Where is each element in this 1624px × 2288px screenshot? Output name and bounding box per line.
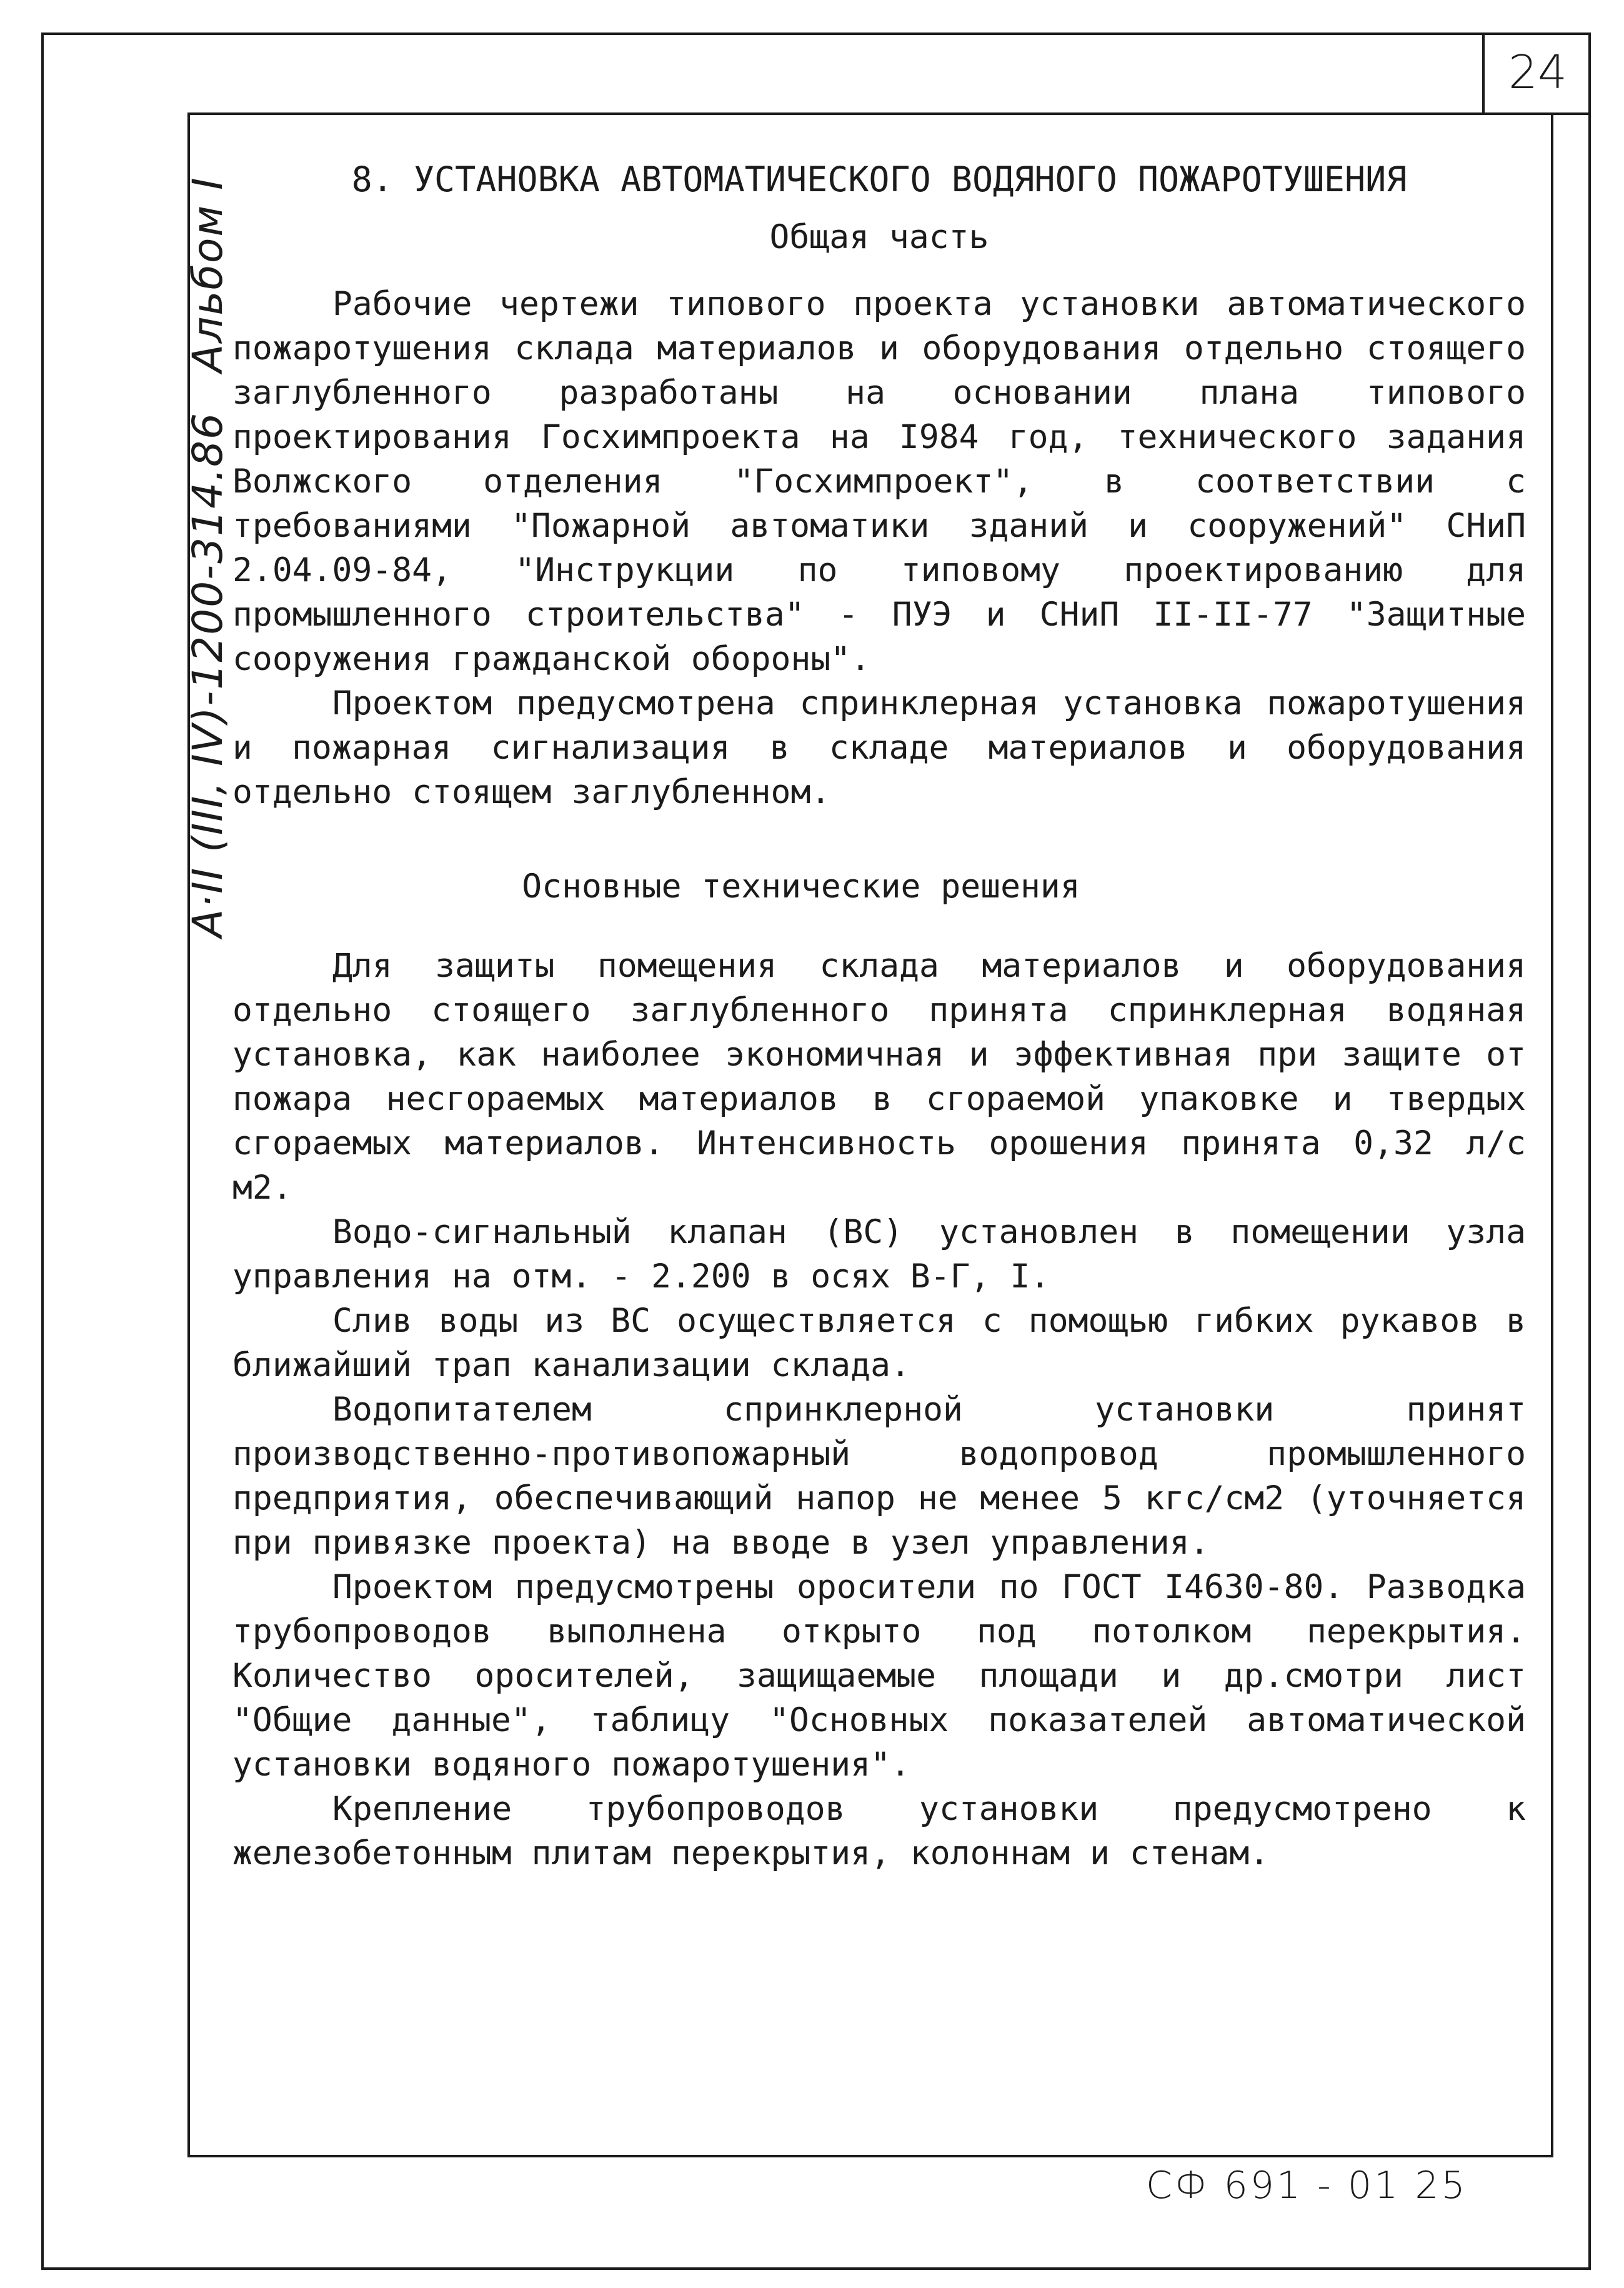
footer-code: СФ 691 - 01 25: [1146, 2164, 1468, 2207]
stamp-code: А·II (III, IV)-1200-314.86: [184, 411, 232, 937]
paragraph-technical-5: Проектом предусмотрены оросители по ГОСТ I4630-80. Разводка трубопроводов выполнена открыто под потолком перекрытия. Количество оросителей, защищаемые площади и др.смотри лист "Общие данные", таблицу "Основных показателей автоматической установки водяного пожаротушения".: [232, 1568, 1526, 1784]
document-heading: 8. УСТАНОВКА АВТОМАТИЧЕСКОГО ВОДЯНОГО ПОЖАРОТУШЕНИЯ: [351, 159, 1407, 199]
paragraph-technical-4: Водопитателем спринклерной установки принят производственно-противопожарный водопровод промышленного предприятия, обеспечивающий напор не менее 5 кгс/см2 (уточняется при привязке проекта) на вводе в узел управления.: [232, 1391, 1526, 1562]
paragraph-general-2: Проектом предусмотрена спринклерная установка пожаротушения и пожарная сигнализация в складе материалов и оборудования отдельно стоящем заглубленном.: [232, 684, 1526, 811]
stamp-album: Альбом I: [184, 176, 232, 372]
paragraph-technical-2: Водо-сигнальный клапан (ВС) установлен в помещении узла управления на отм. - 2.200 в осях В-Г, I.: [232, 1213, 1526, 1296]
page-number: 24: [1482, 32, 1591, 115]
paragraph-technical-3: Слив воды из ВС осуществляется с помощью гибких рукавов в ближайший трап канализации склада.: [232, 1302, 1526, 1384]
paragraph-general-1: Рабочие чертежи типового проекта установки автоматического пожаротушения склада материалов и оборудования отдельно стоящего заглубленного разработаны на основании плана типового проектирования Госхимпроекта на I984 год, технического задания Волжского отделения "Госхимпроект", в соответствии с требованиями "Пожарной автоматики зданий и сооружений" СНиП 2.04.09-84, "Инструкции по типовому проектированию для промышленного строительства" - ПУЭ и СНиП II-II-77 "Защитные сооружения гражданской обороны".: [232, 285, 1526, 678]
section-technical-heading: Основные технические решения: [522, 867, 1080, 906]
paragraph-technical-6: Крепление трубопроводов установки предусмотрено к железобетонным плитам перекрытия, колоннам и стенам.: [232, 1790, 1526, 1872]
paragraph-technical-1: Для защиты помещения склада материалов и оборудования отдельно стоящего заглубленного принята спринклерная водяная установка, как наиболее экономичная и эффективная при защите от пожара несгораемых материалов в сгораемой упаковке и твердых сгораемых материалов. Интенсивность орошения принята 0,32 л/с м2.: [232, 947, 1526, 1207]
section-general-heading: Общая часть: [769, 218, 989, 256]
document-body: [232, 156, 1526, 1876]
